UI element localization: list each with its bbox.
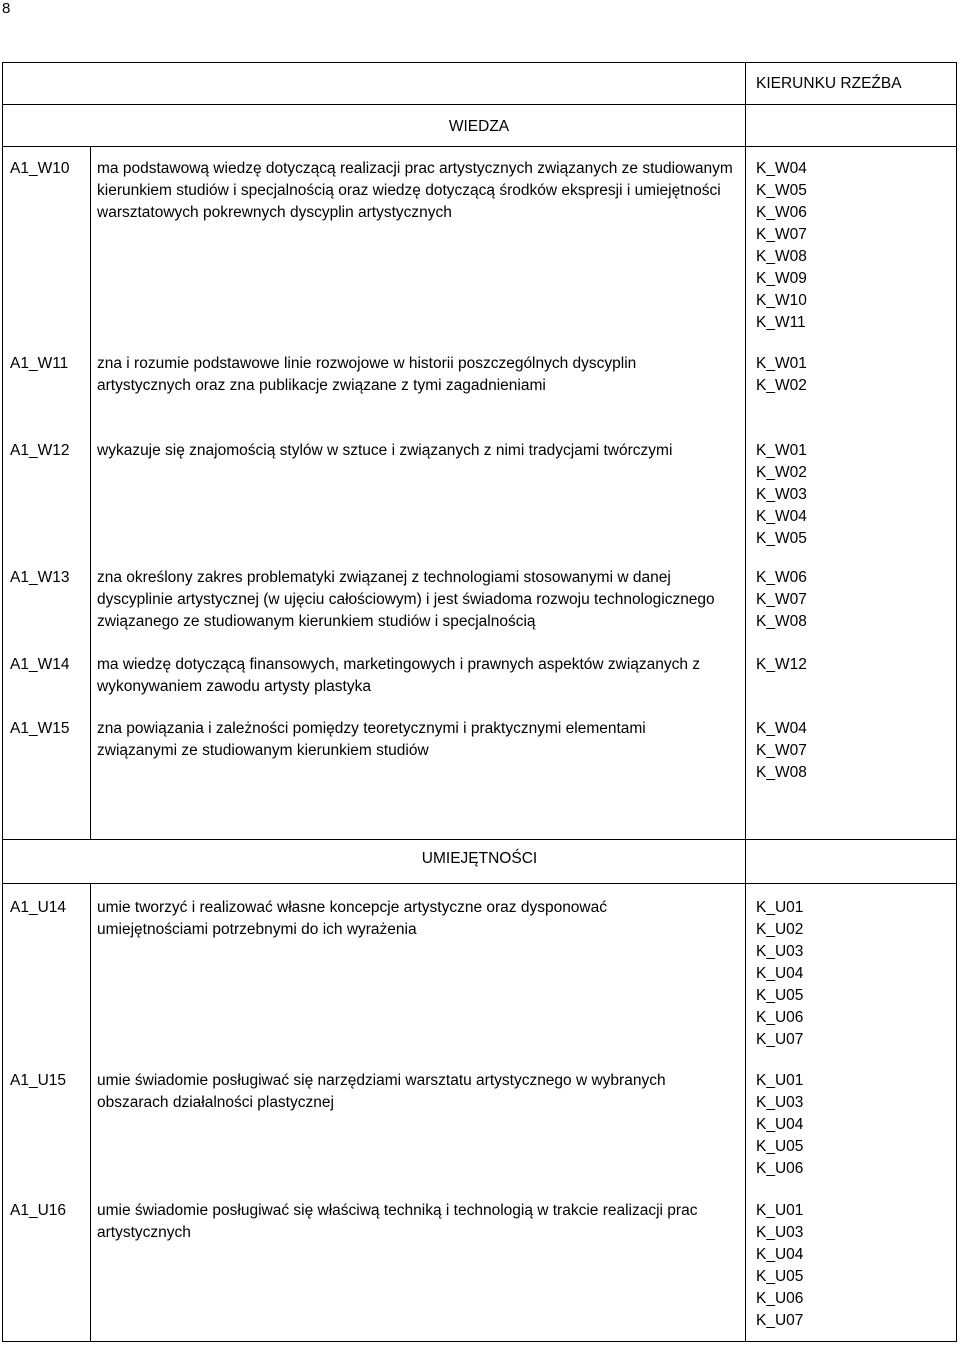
outcome-code: A1_W10 — [10, 160, 70, 177]
outcome-code: A1_W11 — [10, 355, 69, 372]
reference-codes: K_W06 K_W07 K_W08 — [756, 569, 807, 630]
reference-codes: K_U01 K_U03 K_U04 K_U05 K_U06 K_U07 — [756, 1202, 804, 1329]
row-divider-wiedza-end — [3, 839, 956, 840]
row-divider-umiejetnosci — [3, 883, 956, 884]
column-divider-code — [90, 147, 91, 839]
reference-codes: K_W12 — [756, 656, 807, 673]
reference-codes: K_U01 K_U02 K_U03 K_U04 K_U05 K_U06 K_U07 — [756, 899, 804, 1048]
reference-codes: K_U01 K_U03 K_U04 K_U05 K_U06 — [756, 1072, 804, 1177]
outcome-code: A1_W12 — [10, 442, 70, 459]
outcomes-table — [2, 62, 957, 1342]
section-title-umiejetnosci: UMIEJĘTNOŚCI — [421, 850, 538, 867]
outcome-description: umie świadomie posługiwać się narzędziami warsztatu artystycznego w wybranych obszarach działalności plastycznej — [97, 1072, 666, 1111]
row-divider-wiedza — [3, 146, 956, 147]
field-of-study-header: KIERUNKU RZEŹBA — [756, 75, 902, 92]
column-divider-refs — [745, 147, 746, 839]
column-divider-refs-2 — [745, 884, 746, 1341]
row-divider-header — [3, 104, 956, 105]
reference-codes: K_W04 K_W05 K_W06 K_W07 K_W08 K_W09 K_W10 K_W11 — [756, 160, 807, 331]
outcome-code: A1_W15 — [10, 720, 70, 737]
outcome-description: ma wiedzę dotyczącą finansowych, marketingowych i prawnych aspektów związanych z wykonywaniem zawodu artysty plastyka — [97, 656, 701, 695]
reference-codes: K_W01 K_W02 — [756, 355, 807, 394]
outcome-description: umie świadomie posługiwać się właściwą techniką i technologią w trakcie realizacji prac artystycznych — [97, 1202, 698, 1241]
outcome-description: wykazuje się znajomością stylów w sztuce i związanych z nimi tradycjami twórczymi — [97, 442, 673, 459]
outcome-code: A1_W13 — [10, 569, 70, 586]
outcome-description: zna powiązania i zależności pomiędzy teoretycznymi i praktycznymi elementami związanymi ze studiowanym kierunkiem studiów — [97, 720, 646, 759]
page-number: 8 — [2, 0, 11, 17]
outcome-code: A1_W14 — [10, 656, 70, 673]
outcome-code: A1_U16 — [10, 1202, 67, 1219]
column-divider-code-2 — [90, 884, 91, 1341]
outcome-description: zna i rozumie podstawowe linie rozwojowe w historii poszczególnych dyscyplin artystycznych oraz zna publikacje związane z tymi zagadnieniami — [97, 355, 637, 394]
reference-codes: K_W04 K_W07 K_W08 — [756, 720, 807, 781]
outcome-description: zna określony zakres problematyki związanej z technologiami stosowanymi w danej dyscyplinie artystycznej (w ujęciu całościowym) i jest świadoma rozwoju technologicznego związanego ze studiowanym kierunkiem studiów i specjalnością — [97, 569, 715, 630]
section-title-wiedza: WIEDZA — [448, 118, 510, 135]
outcome-description: ma podstawową wiedzę dotyczącą realizacji prac artystycznych związanych ze studiowanym kierunkiem studiów i specjalnością oraz wiedzę dotyczącą środków ekspresji i umiejętności warsztatowych pokrewnych dyscyplin artystycznych — [97, 160, 733, 221]
outcome-code: A1_U14 — [10, 899, 67, 916]
reference-codes: K_W01 K_W02 K_W03 K_W04 K_W05 — [756, 442, 807, 547]
outcome-description: umie tworzyć i realizować własne koncepcje artystyczne oraz dysponować umiejętnościami potrzebnymi do ich wyrażenia — [97, 899, 607, 938]
outcome-code: A1_U15 — [10, 1072, 67, 1089]
